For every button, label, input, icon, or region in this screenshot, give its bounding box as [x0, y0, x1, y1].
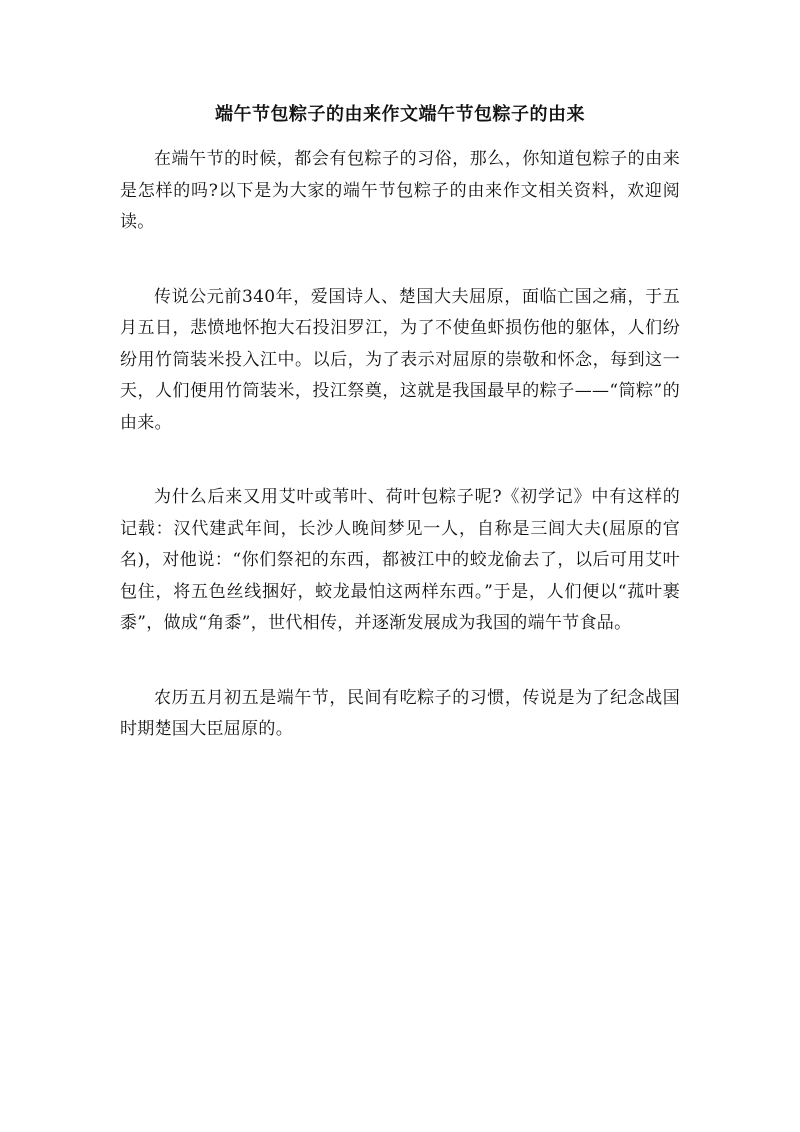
- paragraph-record: 为什么后来又用艾叶或苇叶、荷叶包粽子呢?《初学记》中有这样的记载：汉代建武年间，长沙人晚间梦见一人，自称是三闾大夫(屈原的官名)，对他说：“你们祭祀的东西，都被江中的蛟龙偷去了，以后可用艾叶包住，将五色丝线捆好，蛟龙最怕这两样东西。”于是，人们便以“菰叶裹黍”，做成“角黍”，世代相传，并逐渐发展成为我国的端午节食品。: [120, 487, 680, 633]
- paragraph-legend: 传说公元前340年，爱国诗人、楚国大夫屈原，面临亡国之痛，于五月五日，悲愤地怀抱大石投汨罗江，为了不使鱼虾损伤他的躯体，人们纷纷用竹筒装米投入江中。以后，为了表示对屈原的崇敬和怀念，每到这一天，人们便用竹筒装米，投江祭奠，这就是我国最早的粽子——“筒粽”的由来。: [120, 286, 680, 433]
- paragraph-spacer: [120, 439, 680, 482]
- paragraph-custom: 农历五月初五是端午节，民间有吃粽子的习惯，传说是为了纪念战国时期楚国大臣屈原的。: [120, 687, 680, 739]
- paragraph-spacer: [120, 640, 680, 683]
- paragraph-spacer: [120, 239, 680, 282]
- paragraph-intro: 在端午节的时候，都会有包粽子的习俗，那么，你知道包粽子的由来是怎样的吗?以下是为大家的端午节包粽子的由来作文相关资料，欢迎阅读。: [120, 149, 680, 232]
- document-page: [120, 100, 680, 746]
- document-title: 端午节包粽子的由来作文端午节包粽子的由来: [215, 104, 585, 125]
